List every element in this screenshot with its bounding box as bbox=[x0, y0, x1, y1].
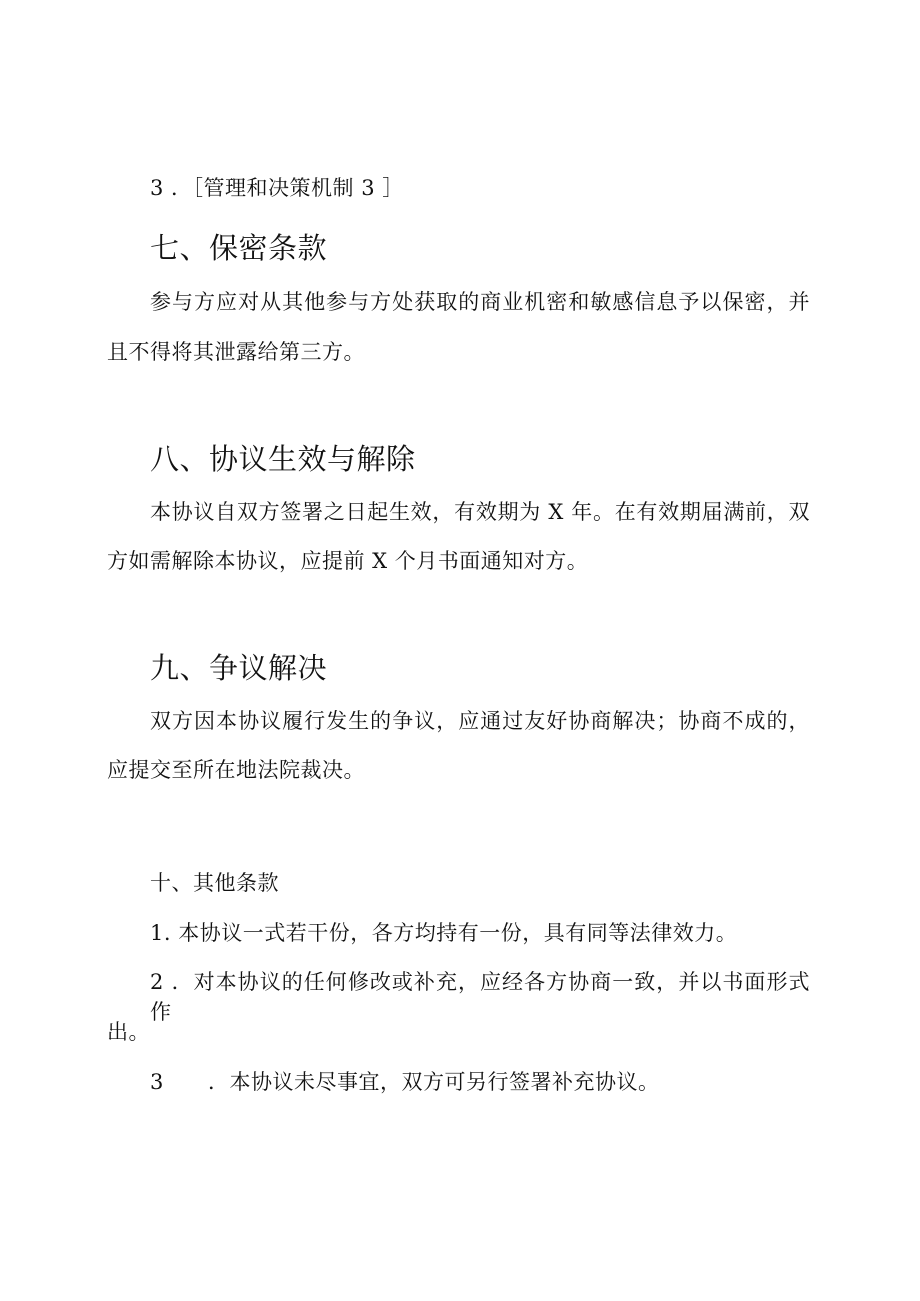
section-10-item-3-text: ．本协议未尽事宜，双方可另行签署补充协议。 bbox=[208, 1070, 660, 1094]
section-10-item-3-number: 3 bbox=[150, 1070, 164, 1094]
section-9-paragraph-line: 双方因本协议履行发生的争议，应通过友好协商解决；协商不成的， bbox=[150, 709, 810, 733]
section-9-heading: 九、争议解决 bbox=[150, 651, 328, 685]
section-8-paragraph-line: 本协议自双方签署之日起生效，有效期为 X 年。在有效期届满前，双 bbox=[150, 500, 810, 524]
section-7-paragraph-line: 参与方应对从其他参与方处获取的商业机密和敏感信息予以保密，并 bbox=[150, 290, 810, 314]
mgmt-item: 3 ．［管理和决策机制 3 ］ bbox=[150, 176, 404, 200]
section-10-item-2-line: 出。 bbox=[107, 1020, 150, 1044]
section-9-paragraph-line: 应提交至所在地法院裁决。 bbox=[107, 758, 365, 782]
section-10-item-1: 1. 本协议一式若干份，各方均持有一份，具有同等法律效力。 bbox=[150, 921, 738, 945]
section-7-heading: 七、保密条款 bbox=[150, 231, 328, 265]
section-8-heading: 八、协议生效与解除 bbox=[150, 442, 416, 476]
section-8-paragraph-line: 方如需解除本协议，应提前 X 个月书面通知对方。 bbox=[107, 549, 589, 573]
section-10-heading: 十、其他条款 bbox=[150, 871, 279, 895]
section-10-item-2-line: 2 ．对本协议的任何修改或补充，应经各方协商一致，并以书面形式作 bbox=[150, 970, 810, 1024]
section-7-paragraph-line: 且不得将其泄露给第三方。 bbox=[107, 340, 365, 364]
